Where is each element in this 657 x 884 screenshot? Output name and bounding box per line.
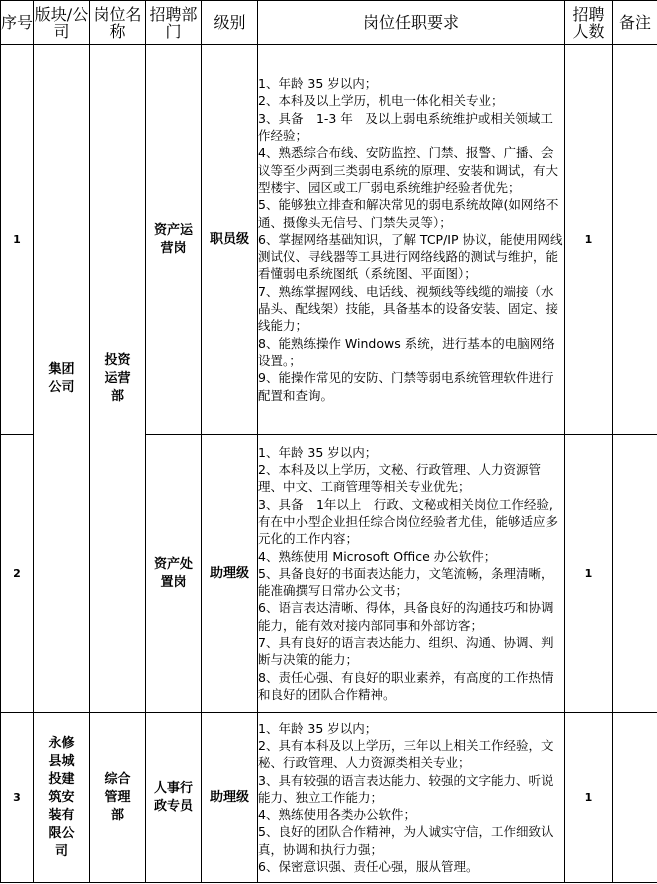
requirement-item: 5、良好的团队合作精神，为人诚实守信，工作细致认真，协调和执行力强； — [258, 824, 554, 857]
requirement-item: 2、本科及以上学历，文秘、行政管理、人力资源管理、中文、工商管理等相关专业优先； — [258, 462, 541, 495]
table-row — [1, 45, 657, 435]
requirements-cell — [258, 435, 565, 713]
position-cell — [90, 713, 146, 883]
requirement-item: 5、具备良好的书面表达能力，文笔流畅，条理清晰，能准确撰写日常办公文书； — [258, 565, 554, 599]
remarks-cell — [613, 713, 657, 883]
requirement-item: 6、语言表达清晰、得体，具备良好的沟通技巧和协调能力，能有效对接内部同事和外部访客； — [258, 600, 554, 633]
requirements-cell — [258, 45, 565, 435]
header-requirements: 岗位任职要求 — [258, 1, 565, 45]
requirement-item: 1、年龄 35 岁以内； — [258, 76, 378, 92]
level-cell: 助理级 — [202, 713, 258, 883]
requirement-item: 6、掌握网络基础知识，了解 TCP/IP 协议，能使用网线测试仪、寻线器等工具进行网络线路的测试与维护，能看懂弱电系统图纸（系统图、平面图）； — [258, 231, 563, 282]
remarks-cell — [613, 45, 657, 435]
sector-label: 集团公司 — [48, 361, 75, 395]
header-position: 岗位名称 — [90, 1, 146, 45]
sector-label: 永修县城投建筑安装有限公司 — [48, 735, 75, 859]
count-cell: 1 — [565, 45, 613, 435]
requirement-item: 1、年龄 35 岁以内； — [258, 720, 378, 736]
dept-cell — [146, 45, 202, 435]
header-count: 招聘人数 — [565, 1, 613, 45]
count-cell: 1 — [565, 713, 613, 883]
requirement-item: 4、熟练使用 Microsoft Office 办公软件； — [258, 548, 497, 564]
header-sector: 版块/公司 — [34, 1, 90, 45]
table-row — [1, 713, 657, 883]
requirement-item: 3、具备 1-3 年 及以上弱电系统维护或相关领域工作经验； — [258, 110, 553, 144]
dept-label: 资产处置岗 — [153, 556, 193, 590]
header-level: 级别 — [202, 1, 258, 45]
dept-label: 人事行政专员 — [153, 780, 193, 814]
row-seq: 2 — [1, 435, 34, 713]
count-cell: 1 — [565, 435, 613, 713]
level-cell: 助理级 — [202, 435, 258, 713]
dept-cell — [146, 435, 202, 713]
header-row — [1, 1, 657, 45]
header-remarks: 备注 — [613, 1, 657, 45]
requirements-cell — [258, 713, 565, 883]
sector-cell — [34, 713, 90, 883]
dept-cell — [146, 713, 202, 883]
requirement-item: 5、能够独立排查和解决常见的弱电系统故障(如网络不通、摄像头无信号、门禁失灵等）； — [258, 197, 559, 230]
requirement-item: 6、保密意识强、责任心强，服从管理。 — [258, 859, 479, 875]
requirement-item: 3、具备 1年以上 行政、文秘或相关岗位工作经验,有在中小型企业担任综合岗位经验者尤佳，能够适应多元化的工作内容； — [258, 496, 559, 547]
row-seq: 1 — [1, 45, 34, 435]
requirement-item: 1、年龄 35 岁以内； — [258, 444, 378, 460]
requirement-item: 9、能操作常见的安防、门禁等弱电系统管理软件进行配置和查询。 — [258, 370, 554, 403]
header-dept: 招聘部门 — [146, 1, 202, 45]
dept-label: 资产运营岗 — [153, 222, 193, 256]
requirement-item: 4、熟练使用各类办公软件； — [258, 807, 416, 823]
position-label: 投资运营部 — [104, 352, 131, 404]
requirement-item: 4、熟悉综合布线、安防监控、门禁、报警、广播、会议等至少两到三类弱电系统的原理、安装和调试，有大型楼宇、园区或工厂弱电系统维护经验者优先； — [258, 145, 559, 195]
requirement-item: 3、具有较强的语言表达能力、较强的文字能力、听说能力、独立工作能力； — [258, 772, 554, 805]
header-seq: 序号 — [1, 1, 34, 45]
requirement-item: 2、具有本科及以上学历，三年以上相关工作经验，文秘、行政管理、人力资源类相关专业； — [258, 737, 554, 771]
position-cell — [90, 45, 146, 713]
remarks-cell — [613, 435, 657, 713]
requirement-item: 8、责任心强、有良好的职业素养，有高度的工作热情和良好的团队合作精神。 — [258, 669, 554, 702]
requirement-item: 7、熟练掌握网线、电话线、视频线等线缆的端接（水晶头、配线架）技能，具备基本的设备安装、固定、接线能力； — [258, 283, 559, 334]
row-seq: 3 — [1, 713, 34, 883]
level-cell: 职员级 — [202, 45, 258, 435]
requirement-item: 7、具有良好的语言表达能力、组织、沟通、协调、判断与决策的能力； — [258, 635, 554, 668]
requirement-item: 2、本科及以上学历，机电一体化相关专业； — [258, 93, 504, 109]
requirement-item: 8、能熟练操作 Windows 系统，进行基本的电脑网络设置。； — [258, 335, 555, 368]
sector-cell — [34, 45, 90, 713]
position-label: 综合管理部 — [104, 771, 131, 823]
